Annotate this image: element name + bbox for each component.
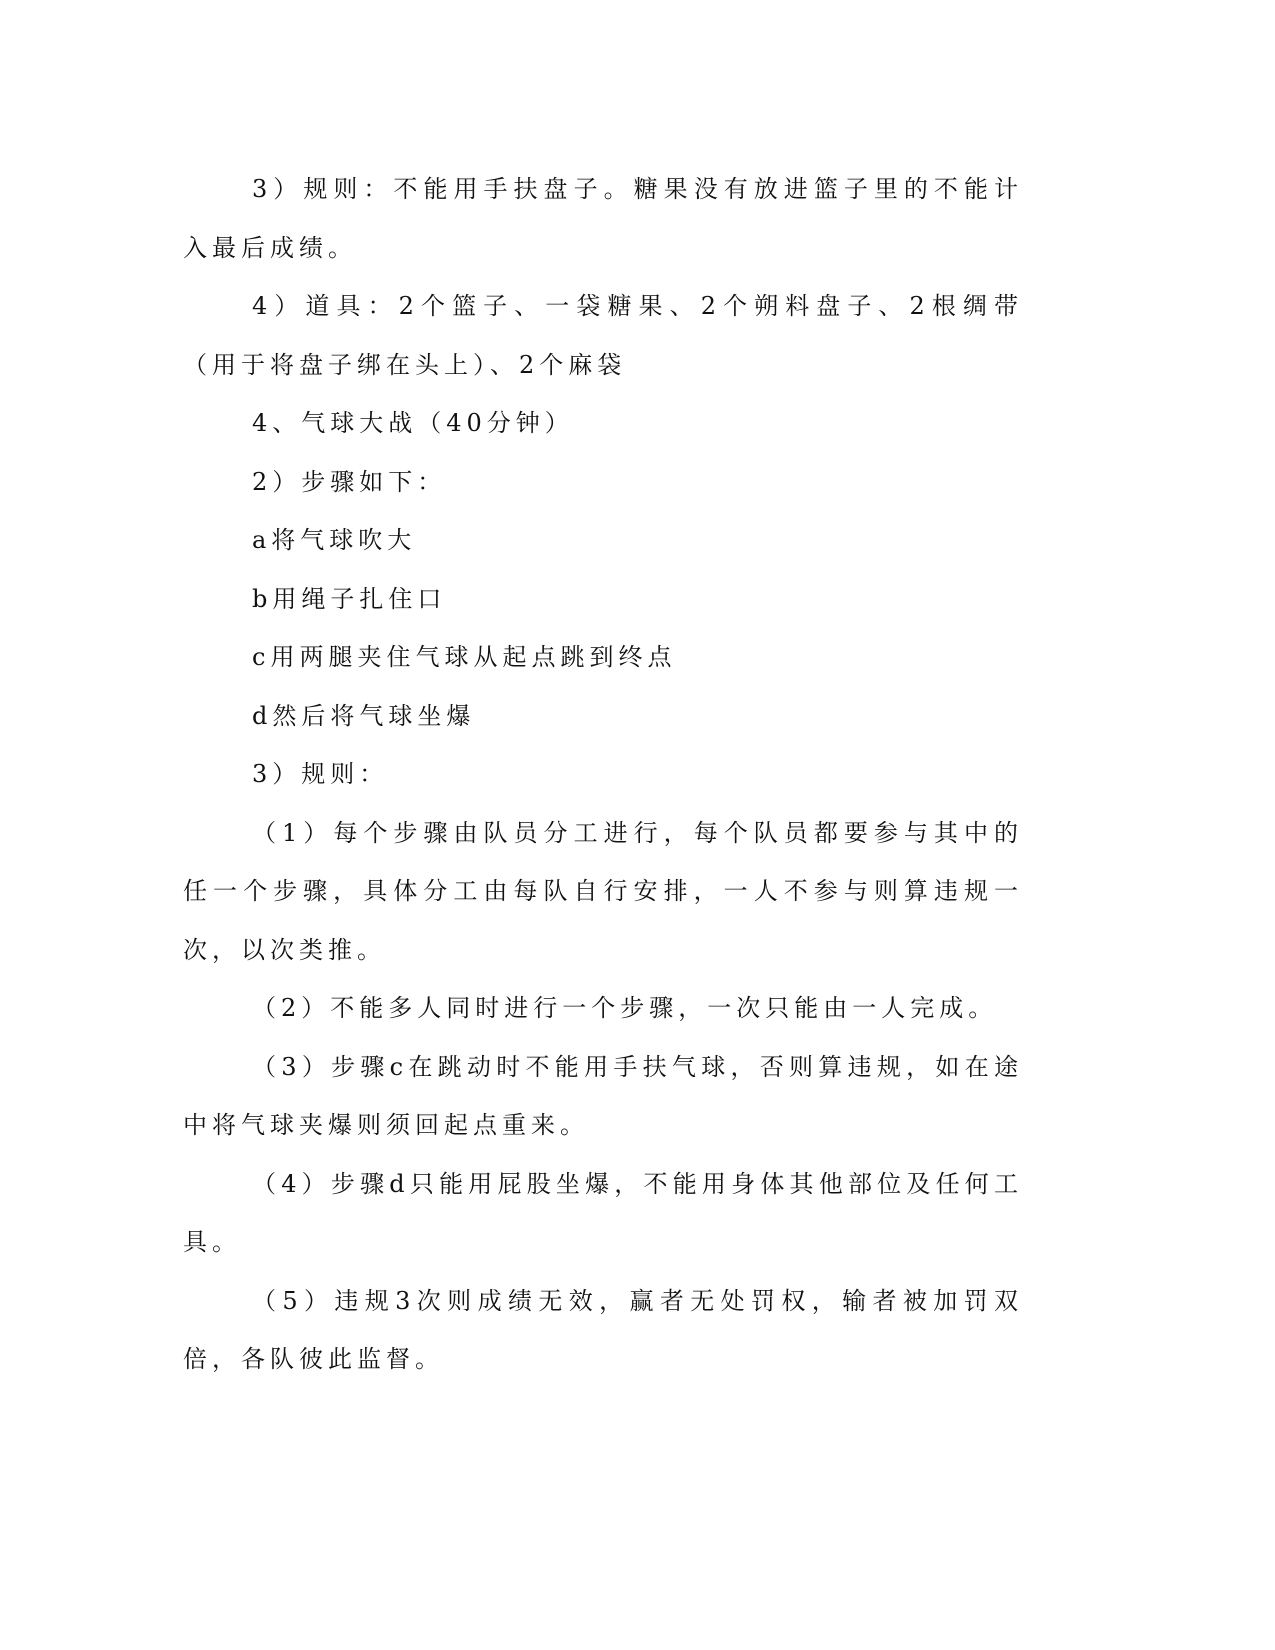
section-heading-balloon-battle: 4、气球大战（40分钟）: [252, 409, 574, 437]
rule-2: （2）不能多人同时进行一个步骤，一次只能由一人完成。: [252, 994, 998, 1022]
step-c: c用两腿夹住气球从起点跳到终点: [252, 643, 677, 671]
rule-5: （5）违规3次则成绩无效，赢者无处罚权，输者被加罚双倍，各队彼此监督。: [183, 1286, 1023, 1373]
step-b: b用绳子扎住口: [252, 584, 447, 613]
document-body: [183, 160, 1023, 1389]
paragraph-steps-heading: 2）步骤如下：: [252, 467, 447, 496]
paragraph-props-4: 4）道具：2个篮子、一袋糖果、2个朔料盘子、2根绸带（用于将盘子绑在头上）、2个麻袋: [183, 292, 1023, 379]
rule-4: （4）步骤d只能用屁股坐爆，不能用身体其他部位及任何工具。: [183, 1169, 1023, 1256]
paragraph-rules-heading: 3）规则：: [252, 760, 389, 788]
step-d: d然后将气球坐爆: [252, 701, 476, 730]
step-a: a将气球吹大: [252, 526, 417, 554]
rule-3: （3）步骤c在跳动时不能用手扶气球，否则算违规，如在途中将气球夹爆则须回起点重来。: [183, 1052, 1023, 1139]
paragraph-rule-3a: 3）规则：不能用手扶盘子。糖果没有放进篮子里的不能计入最后成绩。: [183, 175, 1023, 262]
rule-1: （1）每个步骤由队员分工进行，每个队员都要参与其中的任一个步骤，具体分工由每队自行安排，一人不参与则算违规一次，以次类推。: [183, 818, 1023, 964]
